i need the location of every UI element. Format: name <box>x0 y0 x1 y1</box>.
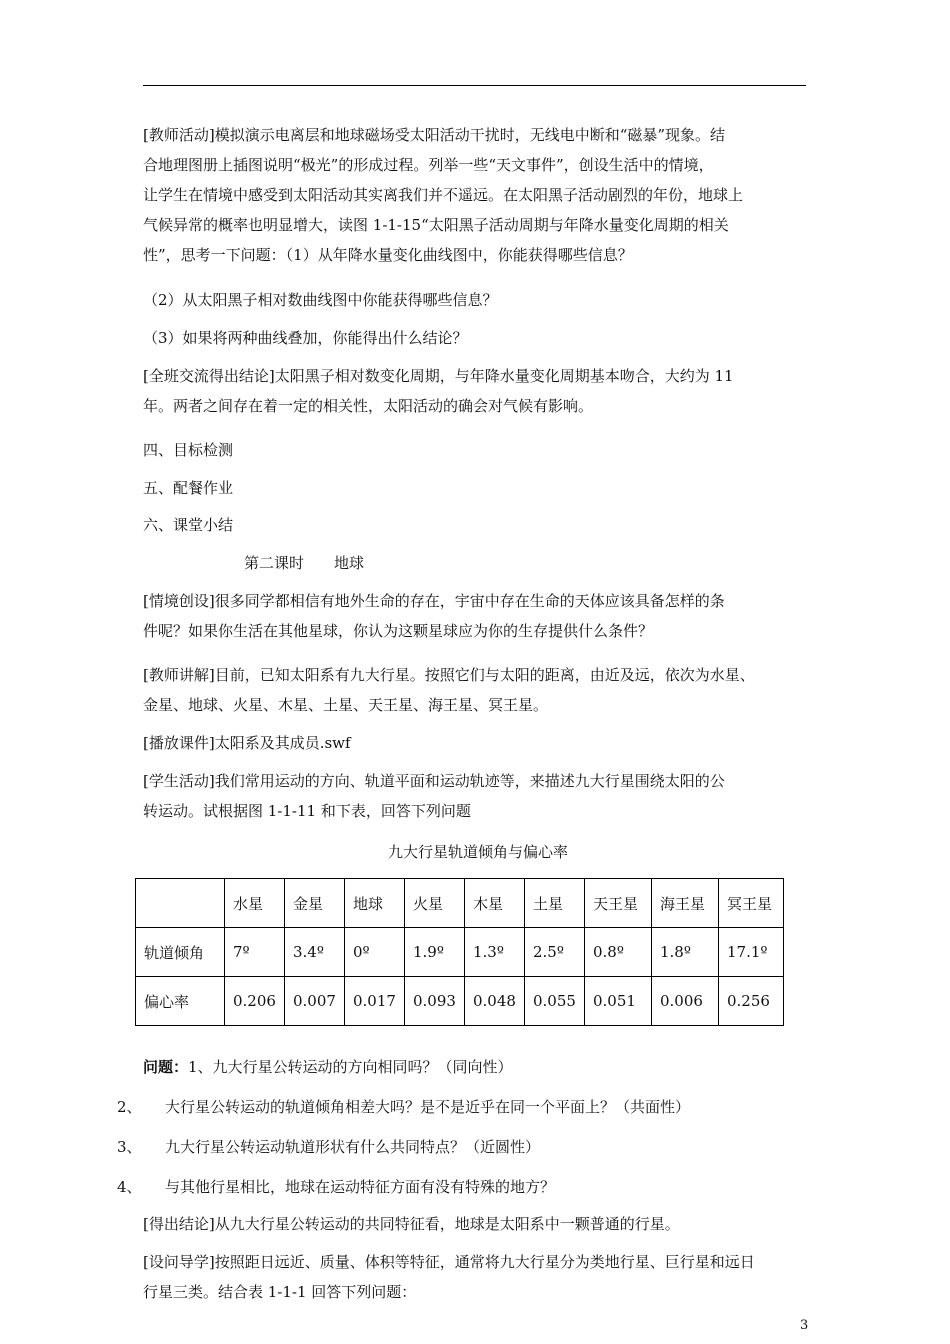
question-number: 2、 <box>117 1098 142 1116</box>
question-text: 大行星公转运动的轨道倾角相差大吗？是不是近乎在同一个平面上？（共面性） <box>165 1098 691 1116</box>
table-cell: 0.8º <box>585 928 652 977</box>
paragraph-line: 转运动。试根据图 1-1-11 和下表，回答下列问题 <box>143 802 471 820</box>
table-cell: 1.8º <box>652 928 719 977</box>
paragraph-line: 金星、地球、火星、木星、土星、天王星、海王星、冥王星。 <box>143 696 549 714</box>
paragraph-line: 行星三类。结合表 1-1-1 回答下列问题： <box>143 1283 417 1301</box>
table-cell: 木星 <box>465 879 525 928</box>
paragraph-line: 让学生在情境中感受到太阳活动其实离我们并不遥远。在太阳黑子活动剧烈的年份，地球上 <box>143 186 744 204</box>
table-cell: 地球 <box>345 879 405 928</box>
question-label: 问题： <box>143 1058 189 1076</box>
table-cell: 土星 <box>525 879 585 928</box>
table-cell: 0.048 <box>465 977 525 1026</box>
paragraph-line: [设问导学]按照距日远近、质量、体积等特征，通常将九大行星分为类地行星、巨行星和远日 <box>143 1253 755 1271</box>
paragraph-line: 气候异常的概率也明显增大，读图 1-1-15“太阳黑子活动周期与年降水量变化周期的相关 <box>143 216 729 234</box>
paragraph-line: [得出结论]从九大行星公转运动的共同特征看，地球是太阳系中一颗普通的行星。 <box>143 1215 680 1233</box>
table-cell: 轨道倾角 <box>136 928 225 977</box>
table-cell: 0.006 <box>652 977 719 1026</box>
table-cell: 0.007 <box>285 977 345 1026</box>
section-heading: 五、配餐作业 <box>143 479 234 497</box>
question-number: 3、 <box>117 1138 142 1156</box>
question-text: 九大行星公转运动轨道形状有什么共同特点？（近圆性） <box>165 1138 541 1156</box>
paragraph-line: [教师讲解]目前，已知太阳系有九大行星。按照它们与太阳的距离，由近及远，依次为水星、 <box>143 666 755 684</box>
table-cell: 水星 <box>225 879 285 928</box>
table-cell <box>136 879 225 928</box>
table-cell: 0.093 <box>405 977 465 1026</box>
table-header-row <box>136 879 784 928</box>
table-row <box>136 928 784 977</box>
paragraph-line: [学生活动]我们常用运动的方向、轨道平面和运动轨迹等，来描述九大行星围绕太阳的公 <box>143 772 725 790</box>
question-heading <box>143 1057 513 1077</box>
table-cell: 1.9º <box>405 928 465 977</box>
paragraph-line: [教师活动]模拟演示电离层和地球磁场受太阳活动干扰时，无线电中断和“磁暴”现象。结 <box>143 126 726 144</box>
planet-orbit-table <box>135 878 784 1026</box>
table-cell: 0.256 <box>719 977 784 1026</box>
table-cell: 偏心率 <box>136 977 225 1026</box>
section-heading: 四、目标检测 <box>143 441 234 459</box>
table-cell: 0.017 <box>345 977 405 1026</box>
table-cell: 0º <box>345 928 405 977</box>
table-cell: 2.5º <box>525 928 585 977</box>
table-title: 九大行星轨道倾角与偏心率 <box>388 843 569 861</box>
paragraph-line: 年。两者之间存在着一定的相关性，太阳活动的确会对气候有影响。 <box>143 397 594 415</box>
table-cell: 0.051 <box>585 977 652 1026</box>
table-cell: 3.4º <box>285 928 345 977</box>
paragraph-line: [播放课件]太阳系及其成员.swf <box>143 734 351 752</box>
paragraph-line: 性”，思考一下问题：（1）从年降水量变化曲线图中，你能获得哪些信息？ <box>143 246 633 264</box>
table-cell: 0.206 <box>225 977 285 1026</box>
table-cell: 0.055 <box>525 977 585 1026</box>
table-cell: 冥王星 <box>719 879 784 928</box>
paragraph-line: [情境创设]很多同学都相信有地外生命的存在，宇宙中存在生命的天体应该具备怎样的条 <box>143 592 725 610</box>
table-cell: 海王星 <box>652 879 719 928</box>
question-number: 4、 <box>117 1178 142 1196</box>
question-line: （3）如果将两种曲线叠加，你能得出什么结论？ <box>143 329 468 347</box>
header-rule <box>143 85 806 86</box>
table-cell: 金星 <box>285 879 345 928</box>
lesson-title: 第二课时 地球 <box>244 554 365 572</box>
question-line: （2）从太阳黑子相对数曲线图中你能获得哪些信息？ <box>143 291 498 309</box>
paragraph-line: 件呢？如果你生活在其他星球，你认为这颗星球应为你的生存提供什么条件？ <box>143 622 654 640</box>
question-text: 1、九大行星公转运动的方向相同吗？（同向性） <box>188 1058 513 1076</box>
table-cell: 1.3º <box>465 928 525 977</box>
table-cell: 火星 <box>405 879 465 928</box>
page-number: 3 <box>800 1318 809 1333</box>
paragraph-line: 合地理图册上插图说明“极光”的形成过程。列举一些“天文事件”，创设生活中的情境， <box>143 156 714 174</box>
table-cell: 7º <box>225 928 285 977</box>
paragraph-line: [全班交流得出结论]太阳黑子相对数变化周期，与年降水量变化周期基本吻合，大约为 11 <box>143 367 734 385</box>
question-text: 与其他行星相比，地球在运动特征方面有没有特殊的地方？ <box>165 1178 556 1196</box>
section-heading: 六、课堂小结 <box>143 516 234 534</box>
table-row <box>136 977 784 1026</box>
table-cell: 天王星 <box>585 879 652 928</box>
table-cell: 17.1º <box>719 928 784 977</box>
